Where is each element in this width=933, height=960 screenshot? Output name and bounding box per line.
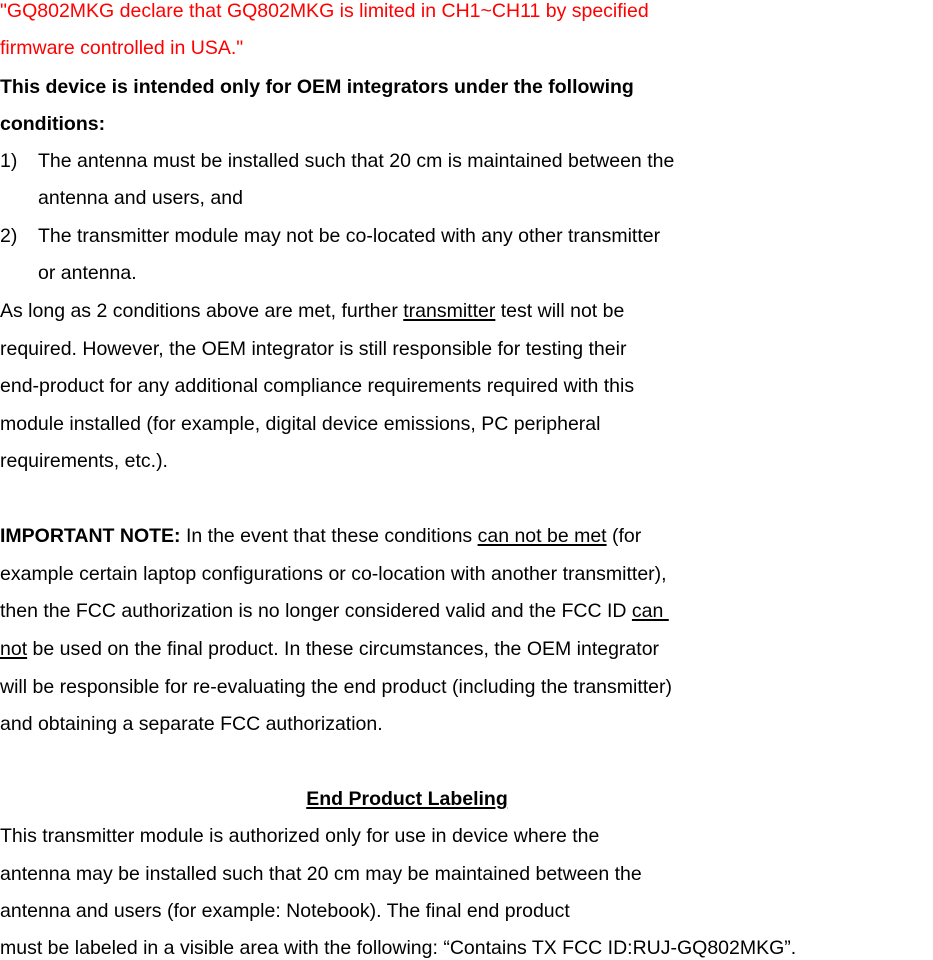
paragraph1-line-5: requirements, etc.).: [0, 450, 168, 472]
paragraph1-line-1-start: As long as 2 conditions above are met, further: [0, 300, 404, 322]
declaration-line-1: "GQ802MKG declare that GQ802MKG is limited in CH1~CH11 by specified: [0, 0, 649, 22]
paragraph1-line-3: end-product for any additional compliance requirements required with this: [0, 375, 635, 397]
condition-1-number: 1): [0, 150, 18, 172]
intro-line-1: This device is intended only for OEM integrators under the following: [0, 76, 634, 98]
paragraph1-line-1: [0, 300, 624, 322]
paragraph1-line-4: module installed (for example, digital device emissions, PC peripheral: [0, 413, 601, 435]
important-note-label: IMPORTANT NOTE:: [0, 525, 181, 547]
underlined-can-not-be-met: can not be met: [477, 525, 607, 547]
condition-2-line-2: or antenna.: [38, 262, 137, 284]
underlined-transmitter: transmitter: [403, 300, 496, 322]
declaration-line-2: firmware controlled in USA.": [0, 37, 244, 59]
important-note-line-3: [0, 600, 669, 622]
important-note-line-4: [0, 638, 659, 660]
section-heading: [0, 788, 814, 810]
underlined-not: not: [0, 638, 28, 660]
labeling-line-1: This transmitter module is authorized only for use in device where the: [0, 825, 600, 847]
paragraph1-line-2: required. However, the OEM integrator is still responsible for testing their: [0, 338, 627, 360]
important-note-line-1-end: (for: [606, 525, 642, 547]
condition-1-line-2: antenna and users, and: [38, 187, 243, 209]
important-note-line-5: will be responsible for re-evaluating the end product (including the transmitter): [0, 676, 673, 698]
condition-2-line-1: The transmitter module may not be co-located with any other transmitter: [38, 225, 661, 247]
important-note-line-3-start: then the FCC authorization is no longer considered valid and the FCC ID: [0, 600, 632, 622]
end-product-labeling-heading: End Product Labeling: [306, 788, 508, 810]
important-note-line-6: and obtaining a separate FCC authorization.: [0, 713, 383, 735]
underlined-can: can: [631, 600, 669, 622]
paragraph1-line-1-end: test will not be: [495, 300, 625, 322]
important-note-line-4-end: be used on the final product. In these circumstances, the OEM integrator: [27, 638, 660, 660]
labeling-line-4: must be labeled in a visible area with the following: “Contains TX FCC ID:RUJ-GQ802MKG”.: [0, 937, 797, 959]
important-note-line-1: [0, 525, 641, 547]
important-note-line-2: example certain laptop configurations or co-location with another transmitter),: [0, 563, 667, 585]
condition-2-number: 2): [0, 225, 18, 247]
labeling-line-3: antenna and users (for example: Notebook). The final end product: [0, 900, 570, 922]
important-note-line-1-text: In the event that these conditions: [180, 525, 478, 547]
labeling-line-2: antenna may be installed such that 20 cm may be maintained between the: [0, 863, 642, 885]
condition-1-line-1: The antenna must be installed such that 20 cm is maintained between the: [38, 150, 675, 172]
intro-line-2: conditions:: [0, 113, 106, 135]
